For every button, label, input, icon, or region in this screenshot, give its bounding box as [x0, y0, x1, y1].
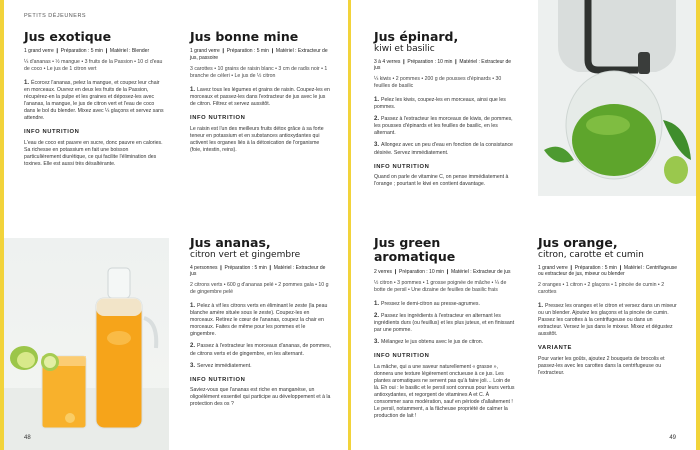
recipe-meta: 4 personnes ❙ Préparation : 5 min ❙ Matériel : Extracteur de jus: [190, 264, 326, 278]
recipe-step: 1. Pressez le demi-citron au presse-agrumes.: [374, 300, 480, 307]
recipe-title: Jus orange,: [538, 235, 618, 250]
recipe-jus-ananas: [190, 236, 332, 408]
recipe-jus-green-aromatique: [374, 236, 516, 420]
recipe-jus-bonne-mine: [190, 30, 332, 154]
recipe-meta: 1 grand verre ❙ Préparation : 5 min ❙ Matériel : Centrifugeuse ou extracteur de jus, mixeur ou blender: [538, 264, 677, 278]
orange-juice-photo: [4, 238, 169, 450]
nutrition-heading: INFO NUTRITION: [24, 129, 80, 136]
recipe-ingredients: ¼ kiwis • 2 pommes • 200 g de pousses d'épinards • 30 feuilles de basilic: [374, 76, 502, 90]
variant-heading: VARIANTE: [538, 345, 572, 352]
nutrition-text: Quand on parle de vitamine C, on pense immédiatement à l'orange ; pourtant le kiwi en contient davantage.: [374, 174, 509, 188]
variant-text: Pour varier les goûts, ajoutez 2 bouquets de brocolis et passez-les avec les carottes dans la centrifugeuse ou l'extracteur.: [538, 356, 665, 377]
nutrition-text: La mâche, qui a une saveur naturellement « grasse », donnera une texture légèrement onctueuse à ce jus. Les plantes aromatiques ne servent pas qu'à faire joli… Loin de là. Eh oui : le basilic et le persil sont connus pour leurs vertus antioxydantes, et regorgent de vitamines A et C. À consommer sans modération, sauf en période d'allaitement ! Le persil, notamment, a la fâcheuse propriété de calmer la production de lait !: [374, 363, 515, 419]
left-page: [4, 0, 348, 450]
right-page: [351, 0, 696, 450]
recipe-ingredients: 2 oranges • 1 citron • 2 glaçons • 1 pincée de cumin • 2 carottes: [538, 282, 665, 296]
page-number: 49: [669, 435, 676, 441]
green-juice-photo: [538, 0, 696, 196]
recipe-subtitle: citron, carotte et cumin: [538, 250, 644, 261]
recipe-meta: 3 à 4 verres ❙ Préparation : 10 min ❙ Matériel : Extracteur de jus: [374, 58, 512, 72]
section-label: PETITS DÉJEUNERS: [24, 13, 87, 19]
recipe-step: 1. Pelez les kiwis, coupez-les en morceaux, ainsi que les pommes.: [374, 97, 506, 111]
recipe-title: Jus green aromatique: [374, 235, 456, 265]
recipe-title: Jus exotique: [24, 29, 112, 44]
recipe-jus-orange: [538, 236, 678, 377]
recipe-jus-epinard: [374, 30, 516, 188]
orange-juice-illustration: [4, 238, 169, 450]
recipe-step: 1. Lavez tous les légumes et grains de raisin. Coupez-les en morceaux et passez-les dans l'extracteur de jus avec le jus de citron. Filtrez et servez aussitôt.: [190, 86, 330, 108]
nutrition-text: Le raisin est l'un des meilleurs fruits détox grâce à sa forte teneur en potassium et en substances antioxydantes qui activent les organes liés à la détoxication de l'organisme (foie, intestin, reins).: [190, 125, 324, 153]
recipe-title: Jus ananas,: [190, 235, 271, 250]
recipe-step: 2. Passez à l'extracteur les morceaux de kiwis, de pommes, les pousses d'épinards et les feuilles de basilic, en les alternant.: [374, 116, 513, 137]
nutrition-heading: INFO NUTRITION: [190, 376, 246, 383]
recipe-meta: 2 verres ❙ Préparation : 10 min ❙ Matériel : Extracteur de jus: [374, 268, 511, 275]
page-number: 48: [24, 435, 31, 441]
recipe-step: 3. Mélangez le jus obtenu avec le jus de citron.: [374, 338, 484, 345]
nutrition-heading: INFO NUTRITION: [190, 115, 246, 122]
recipe-ingredients: ½ citron • 3 pommes • 1 grosse poignée de mâche • ¼ de botte de persil • Une dizaine de feuilles de basilic frais: [374, 279, 507, 293]
recipe-title: Jus bonne mine: [190, 29, 299, 44]
recipe-meta: 1 grand verre ❙ Préparation : 5 min ❙ Matériel : Blender: [24, 48, 150, 55]
recipe-ingredients: 2 citrons verts • 600 g d'ananas pelé • 2 pommes gala • 10 g de gingembre pelé: [190, 282, 329, 296]
green-juice-illustration: [538, 0, 696, 196]
recipe-step: 1. Pressez les oranges et le citron et versez dans un mixeur ou un blender. Ajoutez les glaçons et la pincée de cumin. Passez les carottes à la centrifugeuse ou dans un extracteur. Versez le jus dans le mixeur. Mixez et dégustez aussitôt.: [538, 303, 677, 338]
nutrition-text: Saviez-vous que l'ananas est riche en manganèse, un oligoélément essentiel qui participe au développement et à la protection des os ?: [190, 387, 331, 408]
recipe-step: 3. Allongez avec un peu d'eau en fonction de la consistance désirée. Servez immédiatement.: [374, 142, 513, 156]
recipe-step: 3. Servez immédiatement.: [190, 362, 252, 369]
recipe-step: 1. Pelez à vif les citrons verts en éliminant le zeste (la peau blanche amère située sous le zeste). Coupez-les en morceaux. Retirez le cœur de l'ananas, coupez la chair en morceaux. Faites de même pour les pommes et le gingembre.: [190, 303, 328, 338]
nutrition-heading: INFO NUTRITION: [374, 352, 430, 359]
recipe-subtitle: citron vert et gingembre: [190, 250, 301, 261]
recipe-jus-exotique: [24, 30, 166, 168]
recipe-ingredients: ¼ d'ananas • ½ mangue • 3 fruits de la Passion • 10 cl d'eau de coco • Le jus de 1 citron vert: [24, 59, 163, 73]
recipe-step: 1. Écorcez l'ananas, pelez la mangue, et coupez leur chair en morceaux. Ouvrez en deux les fruits de la Passion, récupérez-en la pulpe et les graines et déposez-les avec l'ananas, la mangue, le jus de citron vert et l'eau de coco dans le bol du blender. Mixez avec ¼ glaçons et servez sans attendre.: [24, 80, 164, 122]
recipe-meta: 1 grand verre ❙ Préparation : 5 min ❙ Matériel : Extracteur de jus, passoire: [190, 48, 328, 62]
nutrition-heading: INFO NUTRITION: [374, 163, 430, 170]
recipe-subtitle: kiwi et basilic: [374, 44, 435, 55]
recipe-ingredients: 3 carottes • 10 grains de raisin blanc • 3 cm de radis noir • 1 branche de céleri • Le jus de ½ citron: [190, 65, 328, 79]
recipe-title: Jus épinard,: [374, 29, 459, 44]
nutrition-text: L'eau de coco est pauvre en sucre, donc pauvre en calories. Sa richesse en potassium en fait une boisson particulièrement diurétique, ce qui facilite l'élimination des toxines. Elle est aussi très désaltérante.: [24, 140, 163, 168]
recipe-step: 2. Passez les ingrédients à l'extracteur en alternant les ingrédients durs (ou feuillus) et les plus juteux, et en finissant par une pomme.: [374, 312, 515, 333]
recipe-step: 2. Passez à l'extracteur les morceaux d'ananas, de pommes, de citrons verts et de gingembre, en les alternant.: [190, 343, 332, 357]
